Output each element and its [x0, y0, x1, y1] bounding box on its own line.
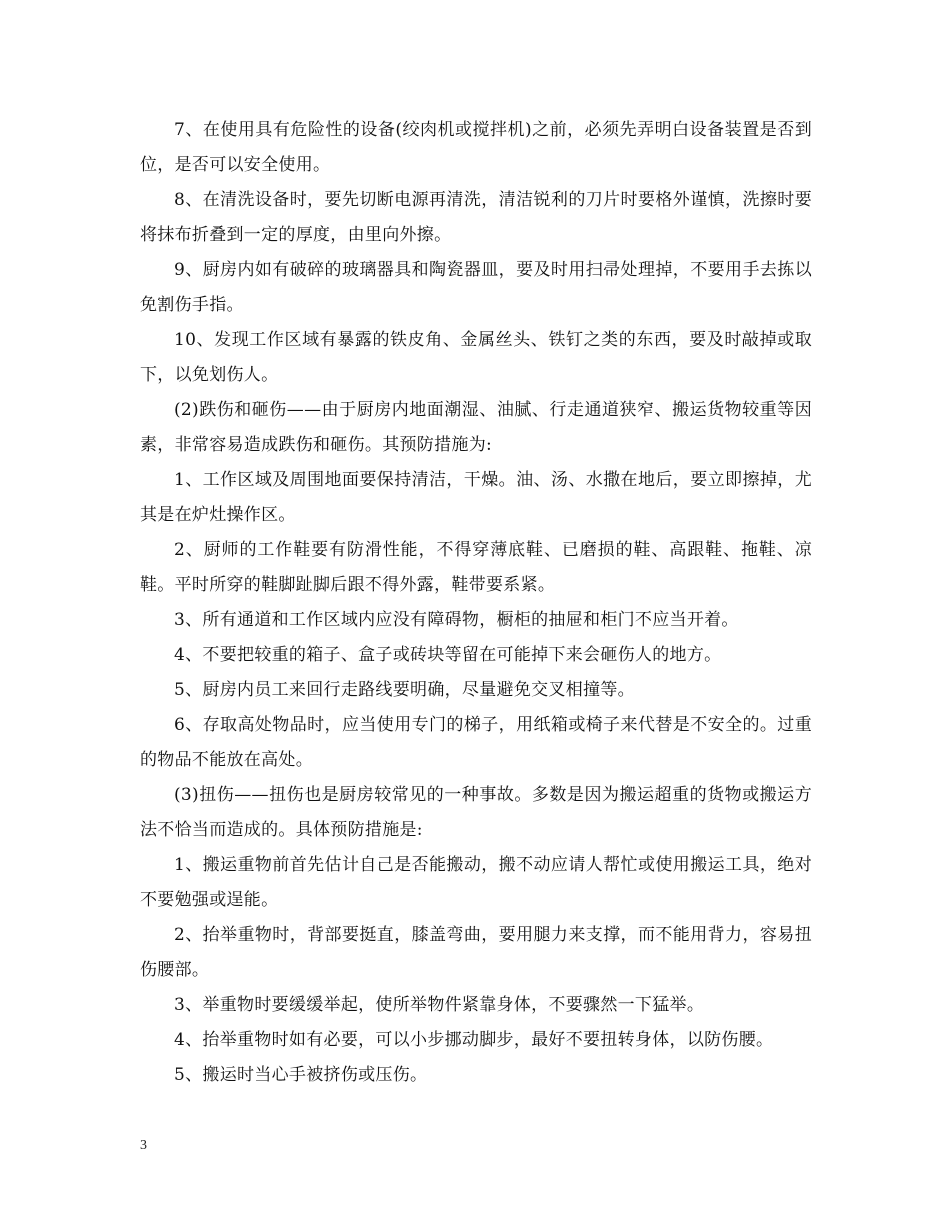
paragraph-falls-6: 6、存取高处物品时，应当使用专门的梯子，用纸箱或椅子来代替是不安全的。过重的物品不能放在高处。 [140, 715, 812, 770]
paragraph-sprains-1: 1、搬运重物前首先估计自己是否能搬动，搬不动应请人帮忙或使用搬运工具，绝对不要勉强或逞能。 [140, 855, 812, 910]
paragraph-sprains-2: 2、抬举重物时，背部要挺直，膝盖弯曲，要用腿力来支撑，而不能用背力，容易扭伤腰部。 [140, 925, 812, 980]
paragraph-item-7: 7、在使用具有危险性的设备(绞肉机或搅拌机)之前，必须先弄明白设备装置是否到位，是否可以安全使用。 [140, 120, 812, 175]
paragraph-sprains-5: 5、搬运时当心手被挤伤或压伤。 [174, 1065, 428, 1085]
section-heading-falls: (2)跌伤和砸伤——由于厨房内地面潮湿、油腻、行走通道狭窄、搬运货物较重等因素，非常容易造成跌伤和砸伤。其预防措施为: [140, 400, 812, 455]
document-body [140, 113, 812, 1093]
paragraph-falls-1: 1、工作区域及周围地面要保持清洁，干燥。油、汤、水撒在地后，要立即擦掉，尤其是在炉灶操作区。 [140, 470, 812, 525]
paragraph-sprains-4: 4、抬举重物时如有必要，可以小步挪动脚步，最好不要扭转身体，以防伤腰。 [174, 1030, 774, 1050]
paragraph-falls-4: 4、不要把较重的箱子、盒子或砖块等留在可能掉下来会砸伤人的地方。 [174, 645, 722, 665]
paragraph-falls-2: 2、厨师的工作鞋要有防滑性能，不得穿薄底鞋、已磨损的鞋、高跟鞋、拖鞋、凉鞋。平时所穿的鞋脚趾脚后跟不得外露，鞋带要系紧。 [140, 540, 812, 595]
paragraph-item-10: 10、发现工作区域有暴露的铁皮角、金属丝头、铁钉之类的东西，要及时敲掉或取下，以免划伤人。 [140, 330, 812, 385]
paragraph-falls-3: 3、所有通道和工作区域内应没有障碍物，橱柜的抽屉和柜门不应当开着。 [174, 610, 739, 630]
paragraph-item-9: 9、厨房内如有破碎的玻璃器具和陶瓷器皿，要及时用扫帚处理掉，不要用手去拣以免割伤手指。 [140, 260, 812, 315]
paragraph-sprains-3: 3、举重物时要缓缓举起，使所举物件紧靠身体，不要骤然一下猛举。 [174, 995, 705, 1015]
page-number: 3 [140, 1138, 147, 1153]
section-heading-sprains: (3)扭伤——扭伤也是厨房较常见的一种事故。多数是因为搬运超重的货物或搬运方法不恰当而造成的。具体预防措施是: [140, 785, 812, 840]
paragraph-item-8: 8、在清洗设备时，要先切断电源再清洗，清洁锐利的刀片时要格外谨慎，洗擦时要将抹布折叠到一定的厚度，由里向外擦。 [140, 190, 812, 245]
paragraph-falls-5: 5、厨房内员工来回行走路线要明确，尽量避免交叉相撞等。 [174, 680, 635, 700]
